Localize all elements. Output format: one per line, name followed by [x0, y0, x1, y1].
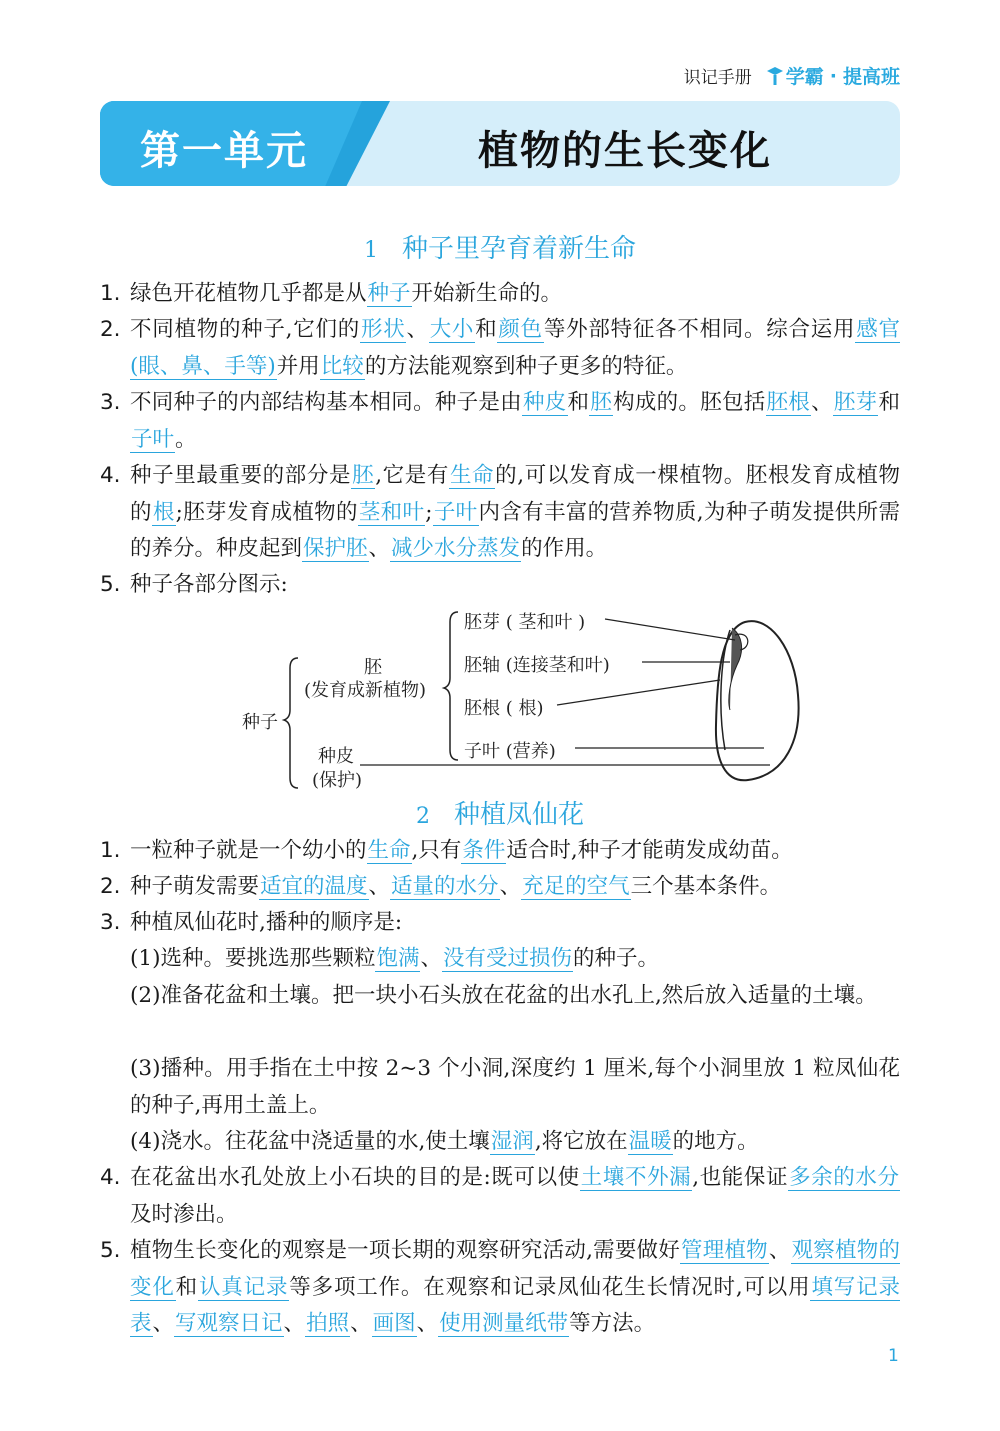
answer-fill: 保护胚 [303, 536, 368, 561]
diagram-plumule-label: 胚芽 ( 茎和叶 ) [464, 612, 586, 633]
text-run: 的,可以发育成一棵植物。胚根发育成植物的 [130, 463, 900, 525]
answer-fill: 填写记录表 [130, 1274, 900, 1336]
section-2-number: 2 [415, 804, 430, 829]
diagram-coat-note: (保护) [312, 770, 363, 791]
item-text [130, 1160, 900, 1233]
item-number: 3. [100, 390, 121, 415]
item-number: 2. [100, 874, 121, 899]
brand-logo [766, 62, 900, 89]
unit-title: 植物的生长变化 [478, 128, 772, 174]
answer-fill: 使用测量纸带 [439, 1311, 569, 1336]
section-1-title [0, 228, 1000, 265]
text-run: ,也能保证 [692, 1165, 789, 1190]
text-run: 的种子。 [573, 946, 660, 971]
answer-fill: 生命 [367, 838, 411, 863]
answer-fill: 管理植物 [681, 1238, 768, 1263]
section-1-number: 1 [363, 238, 378, 263]
text-run: 的作用。 [521, 536, 608, 561]
unit-banner [100, 101, 900, 186]
text-run: 植物生长变化的观察是一项长期的观察研究活动,需要做好 [130, 1238, 680, 1263]
text-run: 等方法。 [569, 1311, 656, 1336]
text-run: 在花盆出水孔处放上小石块的目的是:既可以使 [130, 1165, 580, 1190]
text-run: 、 [768, 1238, 791, 1263]
answer-fill: 适量的水分 [391, 874, 499, 899]
section-2-title [0, 794, 1000, 831]
item-text [130, 276, 900, 313]
answer-fill: 饱满 [376, 946, 420, 971]
s2-step-3 [130, 1051, 900, 1124]
seed-diagram [230, 600, 810, 795]
answer-fill: 拍照 [306, 1311, 350, 1336]
s2-step-4 [130, 1124, 900, 1161]
s2-item-5 [100, 1233, 900, 1343]
text-run: (2)准备花盆和土壤。把一块小石头放在花盆的出水孔上,然后放入适量的土壤。 [130, 983, 877, 1008]
text-run: 、 [406, 317, 429, 342]
text-run: ; [425, 499, 433, 525]
item-number: 1. [100, 838, 121, 863]
page-header [684, 62, 900, 89]
diagram-embryo-label: 胚 [364, 657, 382, 678]
answer-fill: 胚芽 [833, 390, 878, 415]
section-1-heading: 种子里孕育着新生命 [401, 234, 636, 264]
s2-step-1 [130, 941, 900, 978]
brand-sub: 提高班 [842, 66, 900, 88]
item-text [130, 905, 900, 942]
answer-fill: 颜色 [498, 317, 543, 342]
text-run: 和 [475, 317, 498, 342]
answer-fill: 减少水分蒸发 [391, 536, 521, 561]
answer-fill: 充足的空气 [522, 874, 630, 899]
answer-fill: 胚 [590, 390, 613, 415]
diagram-embryo-note: (发育成新植物) [304, 680, 427, 701]
answer-fill: 感官(眼、鼻、手等) [130, 317, 900, 379]
item-text [130, 312, 900, 385]
section-2-heading: 种植凤仙花 [453, 800, 584, 830]
text-run: 种子各部分图示: [130, 572, 288, 597]
text-run: 的地方。 [672, 1129, 759, 1154]
s2-item-1 [100, 833, 900, 870]
unit-label: 第一单元 [140, 128, 308, 174]
answer-fill: 胚根 [766, 390, 811, 415]
text-run: 种子萌发需要 [130, 874, 260, 899]
diagram-coat-label: 种皮 [318, 746, 354, 767]
text-run: 、 [499, 874, 522, 899]
text-run: 、 [811, 390, 833, 415]
diagram-hypocotyl-label: 胚轴 (连接茎和叶) [464, 655, 610, 676]
text-run: 开始新生命的。 [411, 281, 563, 306]
item-number: 3. [100, 910, 121, 935]
answer-fill: 没有受过损伤 [443, 946, 573, 971]
answer-fill: 生命 [449, 463, 495, 488]
item-number: 5. [100, 1238, 121, 1263]
answer-fill: 胚 [352, 463, 375, 488]
answer-fill: 子叶 [433, 499, 478, 525]
answer-fill: 认真记录 [198, 1274, 289, 1300]
answer-fill: 土壤不外漏 [580, 1165, 692, 1190]
item-text [130, 385, 900, 458]
answer-fill: 茎和叶 [358, 499, 425, 525]
diagram-radicle-label: 胚根 ( 根) [464, 698, 544, 719]
answer-fill: 多余的水分 [789, 1165, 899, 1190]
text-run: 种植凤仙花时,播种的顺序是: [130, 910, 403, 935]
text-run: 三个基本条件。 [630, 874, 782, 899]
diagram-seed-label: 种子 [242, 712, 278, 733]
answer-fill: 写观察日记 [175, 1311, 283, 1336]
text-run: ,只有 [411, 838, 462, 863]
item-number: 2. [100, 317, 121, 342]
answer-fill: 根 [152, 499, 175, 525]
item-text [130, 1233, 900, 1343]
item-text [130, 833, 900, 870]
item-number: 4. [100, 1165, 121, 1190]
answer-fill: 画图 [372, 1311, 416, 1336]
brand-main: 学霸 [785, 66, 824, 88]
item-number: 4. [100, 463, 121, 488]
text-run: 和 [878, 390, 900, 415]
item-number: 1. [100, 281, 121, 306]
brand-dot: · [829, 64, 837, 87]
text-run: 、 [368, 874, 391, 899]
text-run: 一粒种子就是一个幼小的 [130, 838, 367, 863]
s1-item-1 [100, 276, 900, 313]
s1-item-3 [100, 385, 900, 458]
item-text [130, 567, 900, 604]
graduation-cap-icon [766, 65, 784, 87]
text-run: 、 [416, 1311, 439, 1336]
s1-item-5 [100, 567, 900, 604]
text-run: 及时渗出。 [130, 1201, 238, 1227]
text-run: 等多项工作。在观察和记录凤仙花生长情况时,可以用 [289, 1274, 811, 1300]
diagram-cotyledon-label: 子叶 (营养) [464, 741, 556, 762]
text-run: 、 [283, 1311, 306, 1336]
text-run: 等外部特征各不相同。综合运用 [543, 317, 856, 342]
answer-fill: 形状 [360, 317, 406, 342]
answer-fill: 观察植物的变化 [130, 1238, 900, 1300]
text-run: (4)浇水。往花盆中浇适量的水,使土壤 [130, 1129, 490, 1154]
handbook-label: 识记手册 [683, 68, 752, 88]
s2-item-4 [100, 1160, 900, 1233]
s2-item-2 [100, 869, 900, 906]
text-run: 绿色开花植物几乎都是从 [130, 281, 367, 306]
answer-fill: 温暖 [628, 1129, 672, 1154]
text-run: ;胚芽发育成植物的 [175, 499, 358, 525]
text-run: (3)播种。用手指在土中按 2~3 个小洞,深度约 1 厘米,每个小洞里放 1 粒凤仙花的种子,再用土盖上。 [130, 1056, 900, 1118]
text-run: 并用 [276, 353, 320, 379]
text-run: 和 [175, 1274, 198, 1300]
answer-fill: 湿润 [490, 1129, 534, 1154]
s2-step-2 [130, 978, 900, 1015]
item-number: 5. [100, 572, 121, 597]
text-run: 、 [420, 946, 442, 971]
answer-fill: 比较 [320, 353, 364, 379]
text-run: 不同种子的内部结构基本相同。种子是由 [130, 390, 522, 415]
text-run: 。 [175, 426, 197, 452]
text-run: 内含有丰富的营养物质,为种子萌发提供所需的养分。种皮起到 [130, 499, 900, 561]
text-run: 、 [152, 1311, 175, 1336]
page-number: 1 [888, 1346, 899, 1366]
text-run: ,它是有 [375, 463, 449, 488]
answer-fill: 种子 [367, 281, 411, 306]
text-run: 不同植物的种子,它们的 [130, 317, 360, 342]
text-run: 构成的。胚包括 [613, 390, 766, 415]
text-run: 和 [567, 390, 590, 415]
answer-fill: 条件 [462, 838, 506, 863]
s1-item-4 [100, 458, 900, 568]
text-run: 种子里最重要的部分是 [130, 463, 352, 488]
text-run: 适合时,种子才能萌发成幼苗。 [506, 838, 793, 863]
item-text [130, 869, 900, 906]
s1-item-2 [100, 312, 900, 385]
answer-fill: 种皮 [522, 390, 567, 415]
text-run: ,将它放在 [534, 1129, 628, 1154]
text-run: 、 [350, 1311, 372, 1336]
text-run: (1)选种。要挑选那些颗粒 [130, 946, 376, 971]
answer-fill: 子叶 [131, 426, 175, 452]
s2-item-3 [100, 905, 900, 942]
answer-fill: 大小 [429, 317, 475, 342]
text-run: 、 [368, 536, 391, 561]
item-text [130, 458, 900, 568]
answer-fill: 适宜的温度 [260, 874, 368, 899]
text-run: 的方法能观察到种子更多的特征。 [364, 353, 688, 379]
